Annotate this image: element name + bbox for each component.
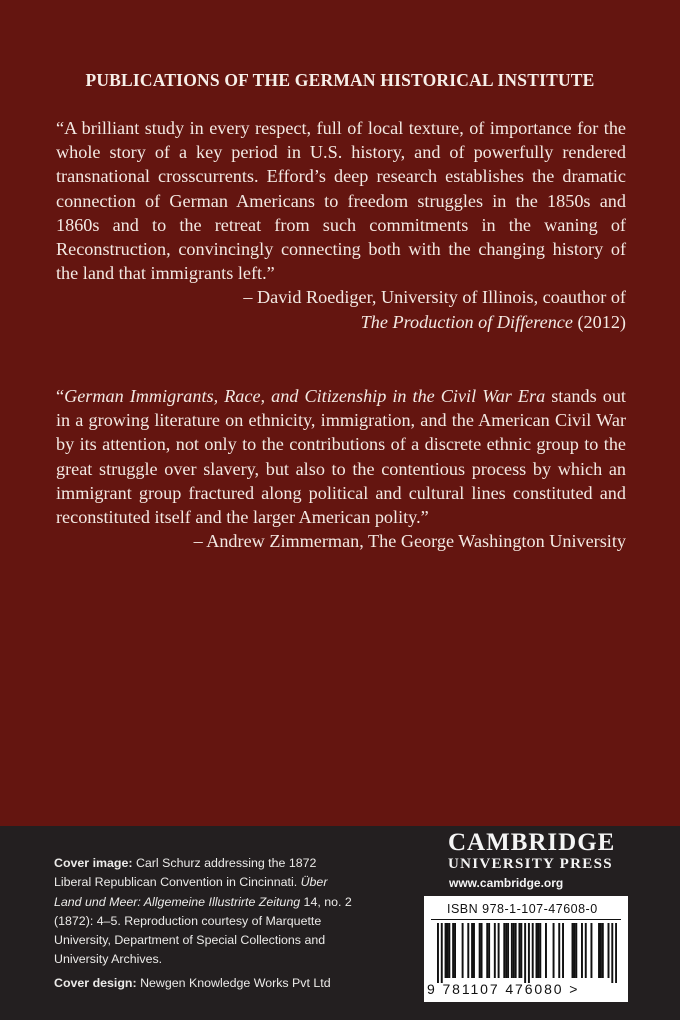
cover-design-text: Newgen Knowledge Works Pvt Ltd bbox=[136, 975, 331, 990]
barcode-bar bbox=[507, 923, 509, 978]
barcode-bar bbox=[572, 923, 574, 978]
barcode-bar bbox=[532, 923, 534, 978]
barcode-bar bbox=[437, 923, 439, 983]
barcode-bar bbox=[537, 923, 539, 978]
attribution-book-title: The Production of Difference bbox=[360, 311, 573, 332]
open-quote: “ bbox=[56, 386, 65, 406]
quote-body: stands out in a growing literature on ethnicity, immigration, and the American Civil War by its attention, not only to the contributions of a discrete ethnic group to the great struggle over slavery, but also to the contentious process by which an immigrant group fractured along political and cultural lines constituted and reconstituted itself and the larger American polity.” bbox=[56, 386, 626, 528]
barcode-bar bbox=[545, 923, 547, 978]
barcode-icon bbox=[437, 923, 617, 983]
barcode-bar bbox=[441, 923, 443, 983]
isbn-barcode bbox=[424, 896, 628, 1002]
quote-attribution bbox=[56, 285, 626, 333]
cover-credits bbox=[54, 854, 354, 997]
barcode-bar bbox=[539, 923, 541, 978]
barcode-bar bbox=[528, 923, 530, 983]
barcode-bar bbox=[513, 923, 515, 978]
barcode-bar bbox=[462, 923, 464, 978]
isbn-divider bbox=[431, 919, 621, 920]
quote-text bbox=[56, 384, 626, 529]
barcode-bar bbox=[600, 923, 602, 978]
barcode-bar bbox=[590, 923, 592, 978]
attribution-line: – David Roediger, University of Illinois, coauthor of bbox=[243, 287, 626, 308]
cover-image-text-2: 14, no. 2 (1872): 4–5. Reproduction courtesy of Marquette University, Department of Special Collections and University Archives. bbox=[54, 894, 352, 967]
series-title: PUBLICATIONS OF THE GERMAN HISTORICAL INSTITUTE bbox=[85, 70, 595, 90]
barcode-bar bbox=[481, 923, 483, 978]
quote-text: “A brilliant study in every respect, full of local texture, of importance for the whole story of a key period in U.S. history, and of powerfully rendered transnational crosscurrents. Efford’s deep research establishes the dramatic connection of German Americans to freedom struggles in the 1850s and 1860s and to the retreat from such commitments in the waning of Reconstruction, convincingly connecting both with the changing history of the land that immigrants left.” bbox=[56, 118, 626, 284]
barcode-bar bbox=[585, 923, 587, 978]
barcode-bar bbox=[608, 923, 610, 978]
cover-image-text: Carl Schurz addressing the 1872 Liberal Republican Convention in Cincinnati. bbox=[54, 856, 317, 890]
quote-attribution: – Andrew Zimmerman, The George Washington University bbox=[193, 531, 626, 552]
cover-design-credit bbox=[54, 974, 354, 993]
footer-panel bbox=[0, 826, 680, 1020]
barcode-bar bbox=[445, 923, 447, 978]
barcode-bar bbox=[503, 923, 505, 978]
barcode-bar bbox=[553, 923, 555, 978]
attribution-year: (2012) bbox=[572, 311, 626, 332]
barcode-bar bbox=[471, 923, 473, 978]
barcode-bar bbox=[602, 923, 604, 978]
barcode-bar bbox=[536, 923, 538, 978]
barcode-bar bbox=[575, 923, 577, 978]
barcode-bar bbox=[611, 923, 613, 983]
barcode-bar bbox=[486, 923, 488, 978]
barcode-bar bbox=[562, 923, 564, 978]
barcode-bar bbox=[573, 923, 575, 978]
review-quote-2 bbox=[56, 384, 626, 553]
barcode-bar bbox=[454, 923, 456, 978]
cover-image-credit bbox=[54, 854, 354, 970]
barcode-bar bbox=[498, 923, 500, 978]
barcode-bar bbox=[615, 923, 617, 983]
publisher-url: www.cambridge.org bbox=[449, 876, 564, 890]
barcode-bar bbox=[488, 923, 490, 978]
cover-design-label: Cover design: bbox=[54, 975, 137, 990]
barcode-bar bbox=[494, 923, 496, 978]
barcode-bar bbox=[473, 923, 475, 978]
book-title: German Immigrants, Race, and Citizenship in the Civil War Era bbox=[64, 386, 546, 406]
barcode-bar bbox=[558, 923, 560, 978]
publisher-name: CAMBRIDGE bbox=[448, 829, 616, 856]
barcode-bar bbox=[467, 923, 469, 978]
barcode-digits: 9 781107 476080 > bbox=[427, 981, 580, 997]
barcode-bar bbox=[452, 923, 454, 978]
barcode-bar bbox=[479, 923, 481, 978]
barcode-bar bbox=[524, 923, 526, 983]
barcode-bar bbox=[446, 923, 448, 978]
barcode-bar bbox=[511, 923, 513, 978]
barcode-bar bbox=[598, 923, 600, 978]
barcode-bar bbox=[505, 923, 507, 978]
barcode-bar bbox=[520, 923, 522, 978]
isbn-label: ISBN 978-1-107-47608-0 bbox=[447, 902, 598, 916]
barcode-bar bbox=[518, 923, 520, 978]
cover-image-label: Cover image: bbox=[54, 856, 133, 870]
barcode-bar bbox=[581, 923, 583, 978]
review-quote-1 bbox=[56, 116, 626, 334]
publisher-subtitle: UNIVERSITY PRESS bbox=[448, 856, 613, 872]
cover-image-source: Über Land und Meer: Allgemeine Illustrirte Zeitung bbox=[54, 875, 328, 909]
barcode-bar bbox=[448, 923, 450, 978]
barcode-bar bbox=[515, 923, 517, 978]
